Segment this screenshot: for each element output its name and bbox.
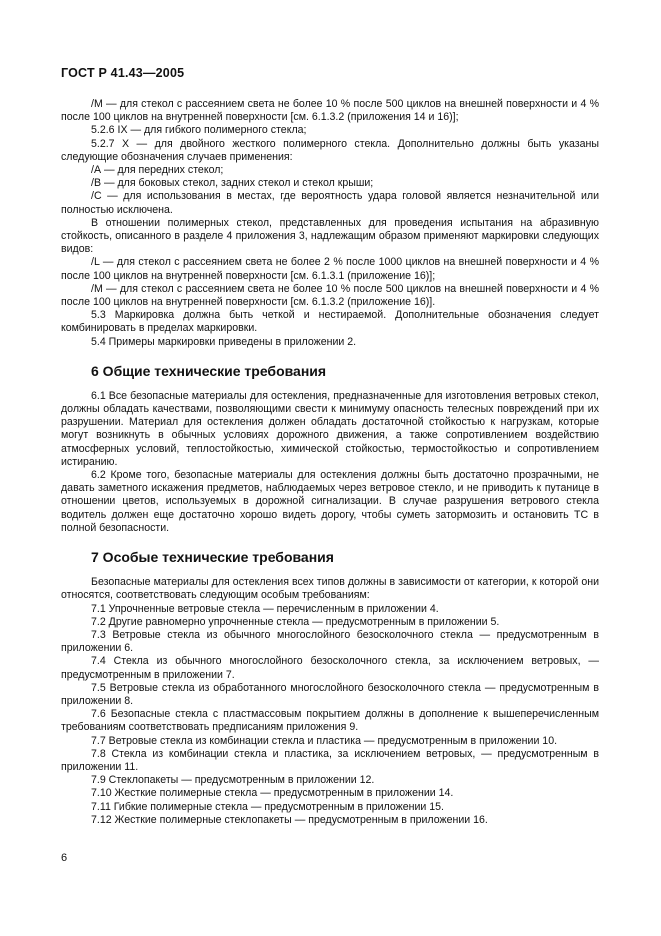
paragraph: 7.5 Ветровые стекла из обработанного многослойного безосколочного стекла — предусмотренным в приложении 8. bbox=[61, 681, 599, 707]
paragraph: /М — для стекол с рассеянием света не более 10 % после 500 циклов на внешней поверхности и 4 % после 100 циклов на внутренней поверхности [см. 6.1.3.2 (приложения 14 и 16)]; bbox=[61, 98, 599, 124]
paragraph: /L — для стекол с рассеянием света не более 2 % после 1000 циклов на внешней поверхности и 4 % после 100 циклов на внутренней поверхности [см. 6.1.3.1 (приложение 16)]; bbox=[61, 256, 599, 282]
paragraph: 5.3 Маркировка должна быть четкой и нестираемой. Дополнительные обозначения следует комбинировать в пределах маркировки. bbox=[61, 309, 599, 335]
paragraph: 7.10 Жесткие полимерные стекла — предусмотренным в приложении 14. bbox=[91, 787, 454, 800]
paragraph: 7.12 Жесткие полимерные стеклопакеты — предусмотренным в приложении 16. bbox=[91, 813, 488, 826]
section-heading-7: 7 Особые технические требования bbox=[91, 549, 334, 566]
section-heading-6: 6 Общие технические требования bbox=[91, 362, 327, 379]
paragraph: 7.7 Ветровые стекла из комбинации стекла и пластика — предусмотренным в приложении 10. bbox=[91, 734, 558, 747]
paragraph: 7.4 Стекла из обычного многослойного безосколочного стекла, за исключением ветровых, — предусмотренным в приложении 7. bbox=[61, 655, 599, 681]
paragraph: /В — для боковых стекол, задних стекол и стекол крыши; bbox=[91, 177, 374, 190]
paragraph: 5.2.6 IX — для гибкого полимерного стекла; bbox=[91, 124, 307, 137]
paragraph: 6.1 Все безопасные материалы для остекления, предназначенные для изготовления ветровых стекол, должны обладать качествами, позволяющими свести к минимуму опасность телесных повреждений при их разрушении. Материал для остекления должен обладать достаточной стойкостью к нагрузкам, которые могут возникнуть в обычных условиях дорожного движения, а также сопротивлением воздействию атмосферных условий, теплостойкостью, химической стойкостью, термостойкостью и сопротивлением истиранию. bbox=[61, 389, 599, 468]
paragraph: 7.1 Упрочненные ветровые стекла — перечисленным в приложении 4. bbox=[91, 602, 439, 615]
paragraph: 7.8 Стекла из комбинации стекла и пластика, за исключением ветровых, — предусмотренным в приложении 11. bbox=[61, 747, 599, 773]
paragraph: 7.3 Ветровые стекла из обычного многослойного безосколочного стекла — предусмотренным в приложении 6. bbox=[61, 628, 599, 655]
paragraph: /А — для передних стекол; bbox=[91, 164, 224, 177]
paragraph: 5.2.7 X — для двойного жесткого полимерного стекла. Дополнительно должны быть указаны следующие обозначения случаев применения: bbox=[61, 137, 599, 163]
paragraph: 7.2 Другие равномерно упрочненные стекла — предусмотренным в приложении 5. bbox=[91, 615, 500, 628]
paragraph: 5.4 Примеры маркировки приведены в приложении 2. bbox=[91, 335, 357, 348]
paragraph: /С — для использования в местах, где вероятность удара головой является незначительной или полностью исключена. bbox=[61, 190, 599, 216]
paragraph: 7.11 Гибкие полимерные стекла — предусмотренным в приложении 15. bbox=[91, 800, 444, 813]
paragraph: /М — для стекол с рассеянием света не более 10 % после 500 циклов на внешней поверхности и 4 % после 100 циклов на внутренней поверхности [см. 6.1.3.2 (приложение 16)]. bbox=[61, 282, 599, 309]
paragraph: 6.2 Кроме того, безопасные материалы для остекления должны быть достаточно прозрачными, не давать заметного искажения предметов, наблюдаемых через ветровое стекло, и не приводить к путанице в отношении цветов, используемых в дорожной сигнализации. В случае разрушения ветрового стекла водитель должен еще достаточно хорошо видеть дорогу, чтобы суметь затормозить и остановить ТС в полной безопасности. bbox=[61, 469, 599, 534]
paragraph: Безопасные материалы для остекления всех типов должны в зависимости от категории, к которой они относятся, соответствовать следующим особым требованиям: bbox=[61, 576, 599, 602]
paragraph: 7.9 Стеклопакеты — предусмотренным в приложении 12. bbox=[91, 774, 375, 787]
document-header: ГОСТ Р 41.43—2005 bbox=[61, 66, 185, 80]
page-number: 6 bbox=[61, 852, 68, 864]
paragraph: В отношении полимерных стекол, представленных для проведения испытания на абразивную стойкость, описанного в разделе 4 приложения 3, надлежащим образом применяют маркировки следующих видов: bbox=[61, 216, 599, 256]
page-body bbox=[61, 98, 599, 827]
paragraph: 7.6 Безопасные стекла с пластмассовым покрытием должны в дополнение к вышеперечисленным требованиям соответствовать предписаниям приложения 9. bbox=[61, 708, 599, 734]
